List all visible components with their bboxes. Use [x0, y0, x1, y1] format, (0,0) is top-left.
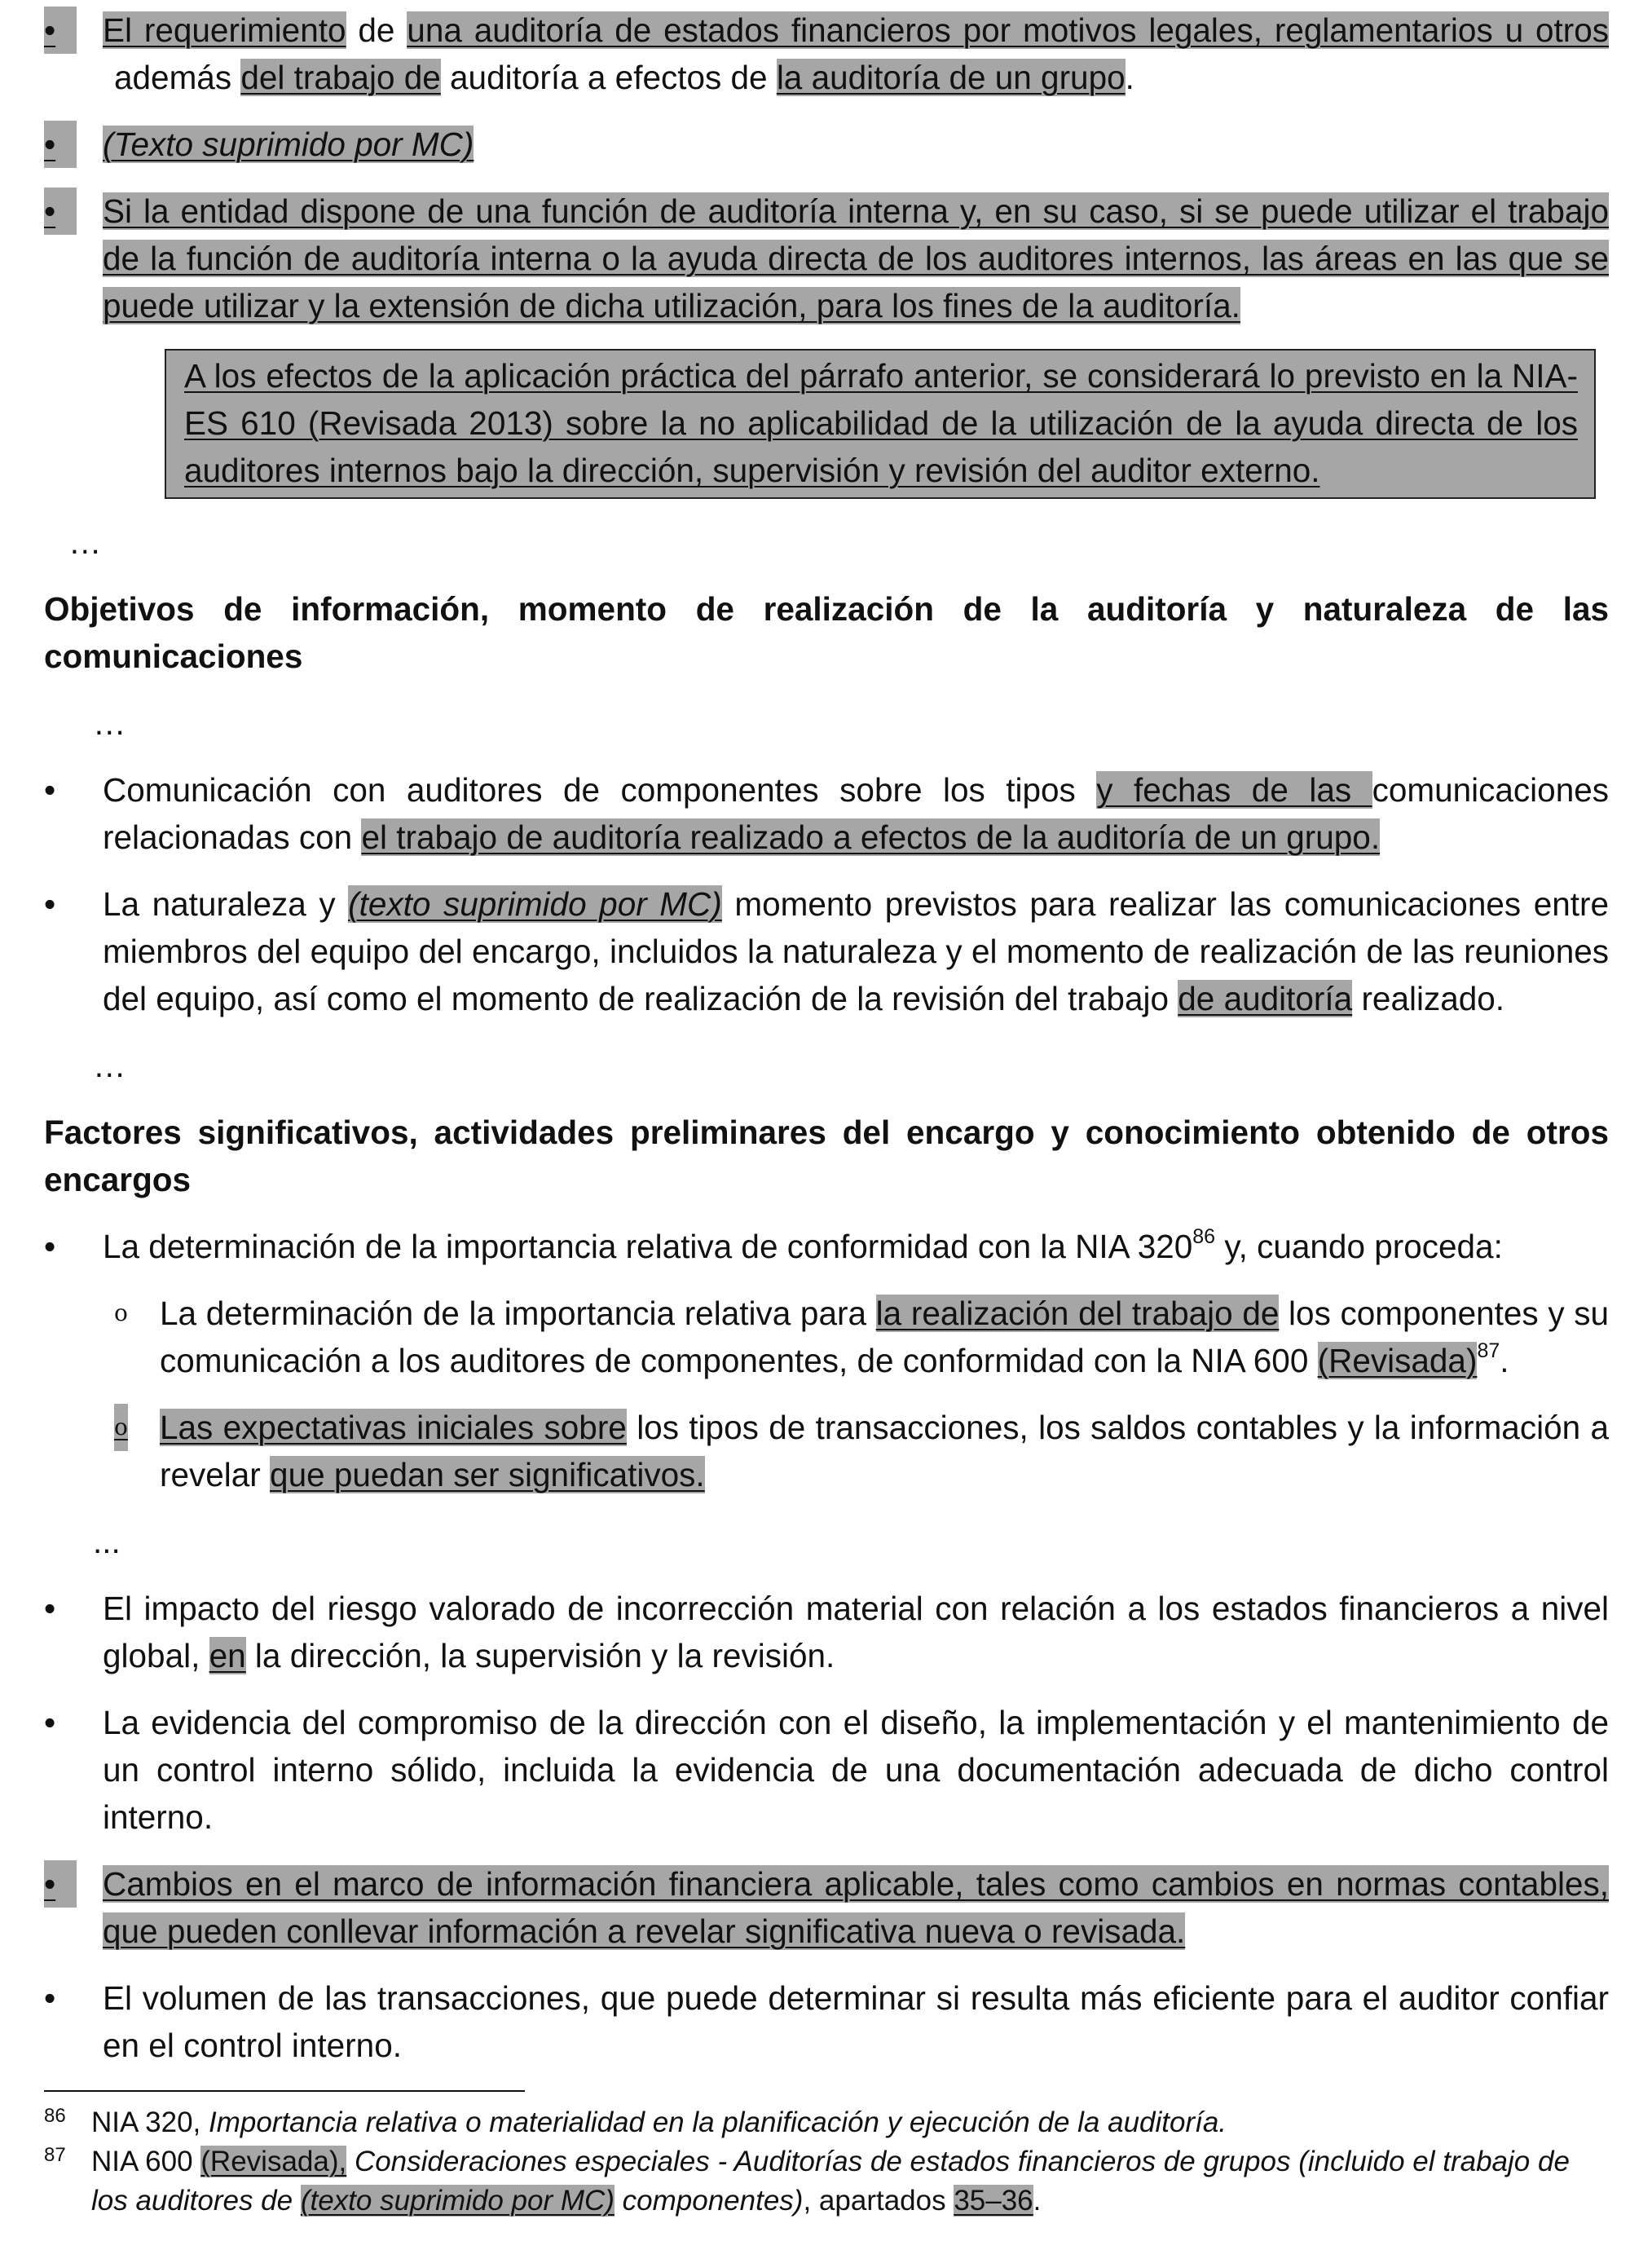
bullet-marker: • — [44, 1704, 56, 1741]
footnote — [44, 2103, 1609, 2142]
section-heading: Factores significativos, actividades preliminares del encargo y conocimiento obtenido de otros encargos — [44, 1114, 1609, 1198]
ellipsis: … — [93, 704, 126, 742]
highlighted-text: en — [209, 1637, 246, 1674]
list-item — [44, 7, 1609, 101]
body-text: El impacto del riesgo valorado de incorrección material con relación a los estados financieros a nivel global, — [103, 1590, 1609, 1674]
list-item — [44, 1974, 1609, 2069]
suppressed-text: (Texto suprimido por MC) — [103, 126, 474, 163]
sub-list-item — [44, 1290, 1609, 1384]
list-item — [44, 880, 1609, 1022]
highlighted-text: del trabajo de — [240, 59, 441, 96]
highlighted-text: de auditoría — [1178, 980, 1353, 1017]
body-text: . — [1500, 1342, 1509, 1379]
footnote-text: , apartados — [803, 2185, 954, 2217]
list-item — [44, 1223, 1609, 1270]
footnote-text: NIA 600 — [91, 2146, 201, 2177]
footnote-number: 86 — [44, 2105, 66, 2127]
body-text: los tipos de transacciones, los saldos contables y la información a revelar — [160, 1409, 1609, 1493]
highlighted-text: (Revisada) — [1317, 1342, 1478, 1379]
body-text: . — [1125, 59, 1134, 96]
footnote-text: . — [1033, 2185, 1042, 2217]
body-text: El volumen de las transacciones, que puede determinar si resulta más eficiente para el auditor confiar en el control interno. — [103, 1979, 1609, 2064]
bullet-marker: • — [44, 885, 56, 923]
suppressed-text: (texto suprimido por MC) — [300, 2185, 615, 2217]
footnote-title: componentes) — [614, 2185, 804, 2217]
list-item — [44, 1860, 1609, 1955]
sub-bullet-marker: o — [114, 1404, 128, 1451]
body-text: momento previstos para realizar las comunicaciones entre miembros del equipo del encargo, incluidos la naturaleza y el momento de realización de las reuniones del equipo, así como el momento de realización de la revisión del trabajo — [103, 885, 1610, 1017]
body-text: de — [346, 11, 407, 49]
bullet-marker: • — [44, 187, 77, 235]
highlighted-text: Cambios en el marco de información financiera aplicable, tales como cambios en normas contables, que pueden conllevar información a revelar significativa nueva o revisada. — [103, 1865, 1609, 1950]
list-item — [44, 121, 1609, 168]
sub-list-item — [44, 1404, 1609, 1498]
bullet-marker: • — [44, 121, 77, 168]
list-item — [44, 187, 1609, 329]
highlighted-text: Las expectativas iniciales sobre — [160, 1409, 627, 1446]
footnote-separator — [44, 2090, 525, 2092]
highlighted-text: y fechas de las — [1096, 771, 1372, 809]
footnote-title: Consideraciones especiales - Auditorías de estados financieros de grupos (incluido el trabajo de los auditores de — [91, 2146, 1570, 2217]
body-text: La determinación de la importancia relativa para — [160, 1295, 876, 1332]
highlighted-text: la realización del trabajo de — [875, 1295, 1280, 1332]
bullet-marker: • — [44, 1860, 77, 1908]
body-text: comunicaciones relacionadas con — [103, 771, 1609, 856]
highlighted-text: la auditoría de un grupo — [776, 59, 1126, 96]
ellipsis: … — [68, 523, 102, 561]
body-text: auditoría a efectos de — [440, 59, 777, 96]
body-text: La naturaleza y — [103, 885, 349, 923]
highlighted-text: El requerimiento — [103, 11, 346, 49]
body-text: la dirección, la supervisión y la revisión. — [245, 1637, 835, 1674]
body-text: Comunicación con auditores de componentes sobre los tipos — [103, 771, 1097, 809]
highlighted-text: Si la entidad dispone de una función de auditoría interna y, en su caso, si se puede utilizar el trabajo de la función de auditoría interna o la ayuda directa de los auditores internos, las áreas en las que se puede utilizar y la extensión de dicha utilización, para los fines de la auditoría. — [103, 192, 1609, 324]
bullet-marker: • — [44, 771, 56, 809]
bullet-marker: • — [44, 1590, 56, 1627]
footnote-ref[interactable]: 86 — [1192, 1225, 1216, 1248]
suppressed-text: (texto suprimido por MC) — [348, 885, 722, 923]
ellipsis: … — [93, 1047, 126, 1084]
list-item — [44, 766, 1609, 861]
footnote — [44, 2142, 1609, 2221]
bullet-marker: • — [44, 1228, 56, 1265]
body-text: además — [114, 59, 241, 96]
body-text: realizado. — [1352, 980, 1505, 1017]
body-text: La evidencia del compromiso de la dirección con el diseño, la implementación y el mantenimiento de un control interno sólido, incluida la evidencia de una documentación adecuada de dicho control interno. — [103, 1704, 1609, 1836]
list-item — [44, 1585, 1609, 1679]
body-text: La determinación de la importancia relativa de conformidad con la NIA 320 — [103, 1228, 1193, 1265]
footnote-text: NIA 320, — [91, 2106, 209, 2138]
highlighted-text: (Revisada), — [200, 2146, 347, 2177]
bullet-marker: • — [44, 7, 77, 54]
footnote-ref[interactable]: 87 — [1477, 1339, 1500, 1362]
body-text: los componentes y su comunicación a los auditores de componentes, de conformidad con la NIA 600 — [160, 1295, 1610, 1379]
ellipsis: ... — [93, 1523, 121, 1560]
document-page — [44, 7, 1609, 2221]
highlighted-text: el trabajo de auditoría realizado a efectos de la auditoría de un grupo. — [361, 818, 1381, 856]
highlighted-text: que puedan ser significativos. — [270, 1456, 705, 1493]
bullet-marker: • — [44, 1979, 56, 2017]
highlighted-text: una auditoría de estados financieros por motivos legales, reglamentarios u otros — [407, 11, 1609, 49]
sub-bullet-marker: o — [114, 1299, 128, 1326]
section-heading: Objetivos de información, momento de realización de la auditoría y naturaleza de las comunicaciones — [44, 590, 1609, 675]
footnote-title: Importancia relativa o materialidad en la planificación y ejecución de la auditoría. — [208, 2106, 1227, 2138]
highlighted-text: 35–36 — [954, 2185, 1033, 2217]
list-item — [44, 1699, 1609, 1841]
body-text: y, cuando proceda: — [1215, 1228, 1503, 1265]
note-box: A los efectos de la aplicación práctica del párrafo anterior, se considerará lo previsto en la NIA-ES 610 (Revisada 2013) sobre la no aplicabilidad de la utilización de la ayuda directa de los auditores internos bajo la dirección, supervisión y revisión del auditor externo. — [165, 349, 1596, 499]
footnote-number: 87 — [44, 2144, 66, 2166]
